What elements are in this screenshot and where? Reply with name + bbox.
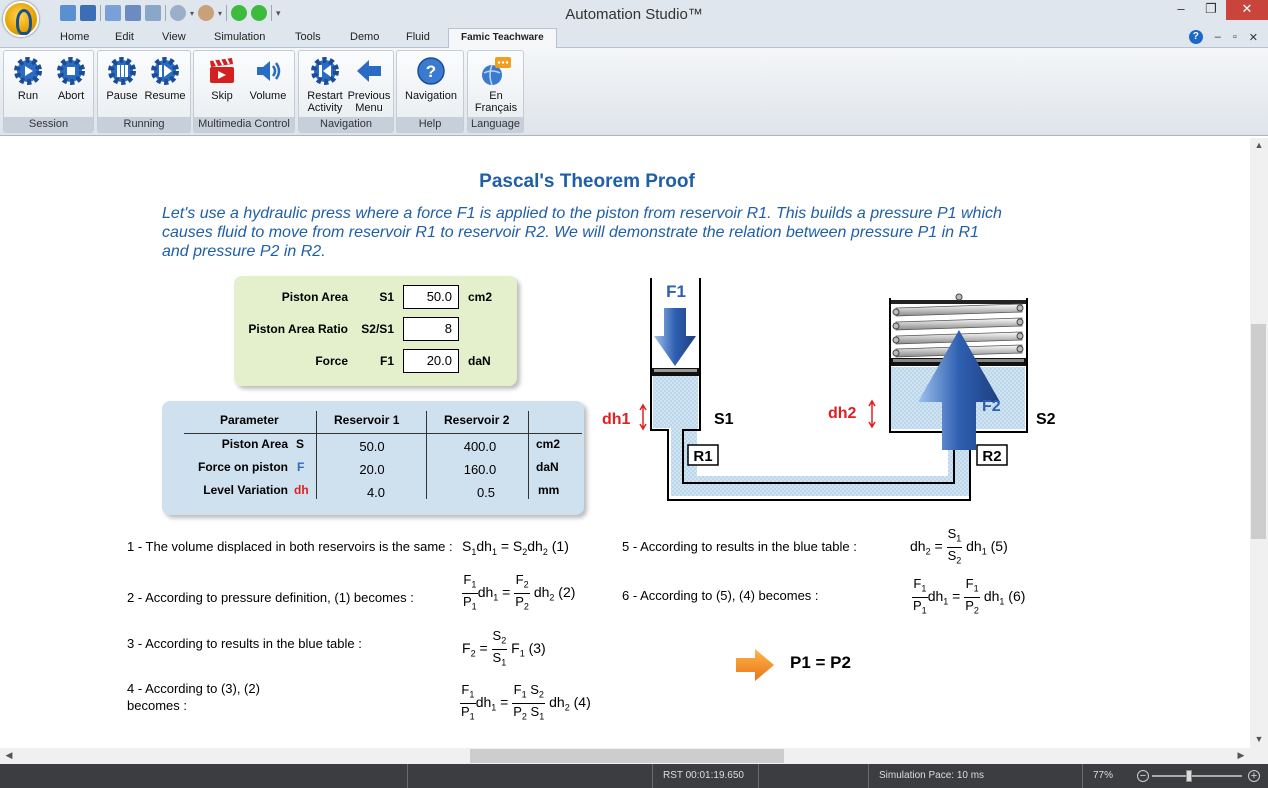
content-area: [0, 138, 1250, 748]
row-label: Force on piston: [198, 460, 288, 474]
scroll-down-icon[interactable]: ▼: [1254, 734, 1264, 744]
group-label: Help: [397, 117, 463, 132]
redo-dropdown-icon[interactable]: ▾: [218, 8, 223, 18]
step-5-text: 5 - According to results in the blue table :: [622, 539, 857, 554]
equation-6: $\frac{F_1}{P_1}$ $dh_1$ = $\frac{F_1}{P_2}$ $dh_1$ (6): [913, 576, 1026, 616]
reservoir-2-value: 160.0: [463, 462, 497, 477]
step-3-text: 3 - According to results in the blue table :: [127, 636, 362, 651]
r1-label: R1: [693, 448, 713, 465]
column-header-reservoir-2: Reservoir 2: [444, 413, 510, 427]
scroll-right-icon[interactable]: ▶: [1237, 750, 1245, 760]
column-divider: [528, 411, 529, 499]
fluid-r1: [653, 376, 698, 428]
language-francais-label: Français: [474, 102, 518, 114]
group-language: [467, 50, 524, 133]
page-title: Pascal's Theorem Proof: [479, 171, 695, 192]
arrow-left-icon: [353, 55, 385, 87]
reservoir-1-value: 4.0: [366, 485, 386, 500]
reservoir-1-value: 20.0: [359, 462, 385, 477]
run-label: Run: [17, 90, 39, 102]
group-session: [3, 50, 94, 133]
input-panel: [234, 276, 517, 386]
piston-area-label: Piston Area: [281, 290, 348, 304]
undo-dropdown-icon[interactable]: ▾: [190, 8, 195, 18]
group-label: Navigation: [299, 117, 393, 132]
globe-chat-icon: [480, 55, 512, 87]
force-unit: daN: [468, 354, 491, 368]
gear-icon: [12, 55, 44, 87]
intro-text: Let's use a hydraulic press where a force F1 is applied to the piston from reservoir R1. This builds a pressure P1 which causes fluid to move from reservoir R1 to reservoir R2. We will demonstrate the relation between pressure P1 in R1 and pressure P2 in R2.: [162, 205, 1002, 260]
customize-toolbar-icon[interactable]: ▾: [276, 7, 281, 18]
navigation-help-button[interactable]: [401, 55, 461, 102]
zoom-in-icon[interactable]: +: [1248, 770, 1260, 782]
arrow-right-icon: [735, 648, 775, 682]
close-button[interactable]: ✕: [1226, 0, 1268, 20]
f1-label: F1: [666, 282, 686, 301]
zoom-slider-thumb[interactable]: [1186, 770, 1192, 782]
force-label: Force: [315, 354, 348, 368]
abort-label: Abort: [57, 90, 85, 102]
restore-button[interactable]: ❐: [1205, 1, 1217, 16]
row-label: Level Variation: [203, 483, 288, 497]
resume-button[interactable]: [142, 55, 188, 102]
row-symbol: dh: [294, 483, 309, 497]
navigation-help-label: Navigation: [405, 90, 457, 102]
question-icon: [415, 55, 447, 87]
r2-label: R2: [982, 448, 1002, 465]
tab-edit[interactable]: Edit: [115, 31, 134, 43]
resume-label: Resume: [144, 90, 186, 102]
group-label: Running: [98, 117, 190, 132]
ribbon-minimize-button[interactable]: –: [1214, 31, 1221, 43]
step-2-text: 2 - According to pressure definition, (1) becomes :: [127, 590, 414, 605]
scroll-left-icon[interactable]: ◀: [5, 750, 13, 760]
group-label: Session: [4, 117, 93, 132]
zoom-out-icon[interactable]: −: [1137, 770, 1149, 782]
equation-1: $S_1dh_1 = S_2dh_2$ (1): [462, 538, 569, 557]
arrow-down-icon: [654, 308, 696, 366]
previous-label: Previous: [347, 90, 391, 102]
language-en-label: En: [489, 90, 503, 102]
hydraulic-press-diagram: [600, 278, 1080, 508]
clapperboard-icon: [206, 55, 238, 87]
volume-label: Volume: [249, 90, 287, 102]
row-label: Piston Area: [221, 437, 288, 451]
scrollbar-corner: [1250, 748, 1268, 764]
window-title: Automation Studio™: [565, 6, 703, 23]
tab-simulation[interactable]: Simulation: [214, 31, 266, 43]
pause-label: Pause: [106, 90, 138, 102]
dh1-arrow-icon: [640, 405, 646, 429]
tab-view[interactable]: View: [162, 31, 186, 43]
zoom-slider[interactable]: [1152, 775, 1242, 777]
ribbon: [0, 48, 1268, 136]
language-button[interactable]: [470, 55, 522, 114]
reservoir-2-value: 400.0: [463, 439, 497, 454]
reservoir-2-value: 0.5: [476, 485, 496, 500]
group-multimedia: [193, 50, 295, 133]
restart-label: Restart: [307, 90, 343, 102]
minimize-button[interactable]: –: [1177, 1, 1185, 16]
column-divider: [316, 411, 317, 499]
equation-2: $\frac{F_1}{P_1}$ $dh_1$ = $\frac{F_2}{P_2}$ $dh_2$ (2): [463, 572, 576, 612]
app-logo-icon[interactable]: [3, 1, 39, 37]
pause-button[interactable]: [104, 55, 140, 102]
tab-home[interactable]: Home: [60, 31, 90, 43]
piston-area-unit: cm2: [468, 290, 493, 304]
results-table: [162, 401, 584, 515]
column-header-reservoir-1: Reservoir 1: [334, 413, 400, 427]
status-rst-time: RST 00:01:19.650: [652, 764, 758, 788]
ratio-input[interactable]: 8: [403, 317, 459, 341]
force-input[interactable]: 20.0: [403, 349, 459, 373]
title-bar: [0, 0, 1268, 28]
restart-gear-icon: [309, 55, 341, 87]
speaker-icon: [252, 55, 284, 87]
dh2-arrow-icon: [869, 401, 875, 427]
equation-4: $\frac{F_1}{P_1}$ $dh_1$ = $\frac{F_1 S_2}{P_2 S_1}$ $dh_2$ (4): [461, 682, 591, 722]
step-6-text: 6 - According to (5), (4) becomes :: [622, 588, 819, 603]
vertical-scrollbar[interactable]: [1250, 138, 1268, 748]
row-unit: daN: [536, 460, 559, 474]
help-icon[interactable]: ?: [1189, 30, 1203, 44]
previous-menu-button[interactable]: [347, 55, 391, 114]
column-header-parameter: Parameter: [220, 413, 279, 427]
ratio-symbol: S2/S1: [361, 322, 394, 336]
ratio-label: Piston Area Ratio: [248, 322, 348, 336]
svg-text:?: ?: [425, 62, 437, 81]
horizontal-scroll-thumb[interactable]: [470, 749, 784, 763]
s1-label: S1: [714, 411, 734, 428]
piston-area-input[interactable]: 50.0: [403, 285, 459, 309]
previous-label-2: Menu: [355, 102, 383, 114]
f2-label: F2: [982, 398, 1001, 415]
reservoir-1-value: 50.0: [359, 439, 385, 454]
tab-demo[interactable]: Demo: [350, 31, 380, 43]
gear-icon: [55, 55, 87, 87]
status-cell: [407, 764, 652, 788]
ribbon-restore-button[interactable]: ▫: [1232, 31, 1237, 43]
volume-button[interactable]: [246, 55, 290, 102]
row-symbol: S: [296, 437, 305, 451]
step-1-text: 1 - The volume displaced in both reservoirs is the same :: [127, 539, 453, 554]
restart-activity-button[interactable]: [303, 55, 347, 114]
tab-tools[interactable]: Tools: [295, 31, 321, 43]
ribbon-close-button[interactable]: ✕: [1248, 31, 1258, 44]
abort-button[interactable]: [52, 55, 90, 102]
s2-label: S2: [1036, 411, 1056, 428]
ribbon-controls: [1189, 30, 1258, 44]
tab-fluid[interactable]: Fluid: [406, 31, 430, 43]
group-navigation: [298, 50, 394, 133]
dh1-label: dh1: [602, 411, 631, 428]
scroll-up-icon[interactable]: ▲: [1254, 140, 1264, 150]
tab-famic-teachware[interactable]: Famic Teachware: [448, 28, 557, 49]
status-cell: [758, 764, 868, 788]
force-symbol: F1: [379, 354, 394, 368]
row-unit: mm: [538, 483, 560, 497]
group-running: [97, 50, 191, 133]
pause-gear-icon: [106, 55, 138, 87]
group-label: Language: [468, 117, 523, 132]
dh2-label: dh2: [828, 405, 857, 422]
column-divider: [426, 411, 427, 499]
vertical-scroll-thumb[interactable]: [1251, 324, 1266, 539]
skip-label: Skip: [211, 90, 233, 102]
status-simulation-pace: Simulation Pace: 10 ms: [868, 764, 1082, 788]
row-unit: cm2: [536, 437, 561, 451]
row-symbol: F: [297, 460, 305, 474]
equation-5: $dh_2$ = $\frac{S_1}{S_2}$ $dh_1$ (5): [910, 526, 1008, 566]
piston-area-symbol: S1: [379, 290, 394, 304]
conclusion-text: P1 = P2: [790, 653, 851, 672]
step-4-text: 4 - According to (3), (2) becomes :: [127, 681, 260, 713]
status-bar: [0, 764, 1268, 788]
horizontal-scrollbar[interactable]: [0, 748, 1250, 764]
equation-3: $F_2$ = $\frac{S_2}{S_1}$ $F_1$ (3): [462, 628, 546, 668]
group-label: Multimedia Control: [194, 117, 294, 132]
status-zoom-level: 77%: [1082, 764, 1126, 788]
fluid-pipe-bottom: [671, 476, 971, 496]
ribbon-tabs: [0, 28, 1268, 48]
group-help: [396, 50, 464, 133]
run-button[interactable]: [10, 55, 46, 102]
header-divider: [184, 433, 582, 434]
skip-button[interactable]: [204, 55, 240, 102]
restart-label-2: Activity: [307, 102, 343, 114]
window-controls: [1166, 0, 1268, 20]
resume-gear-icon: [149, 55, 181, 87]
